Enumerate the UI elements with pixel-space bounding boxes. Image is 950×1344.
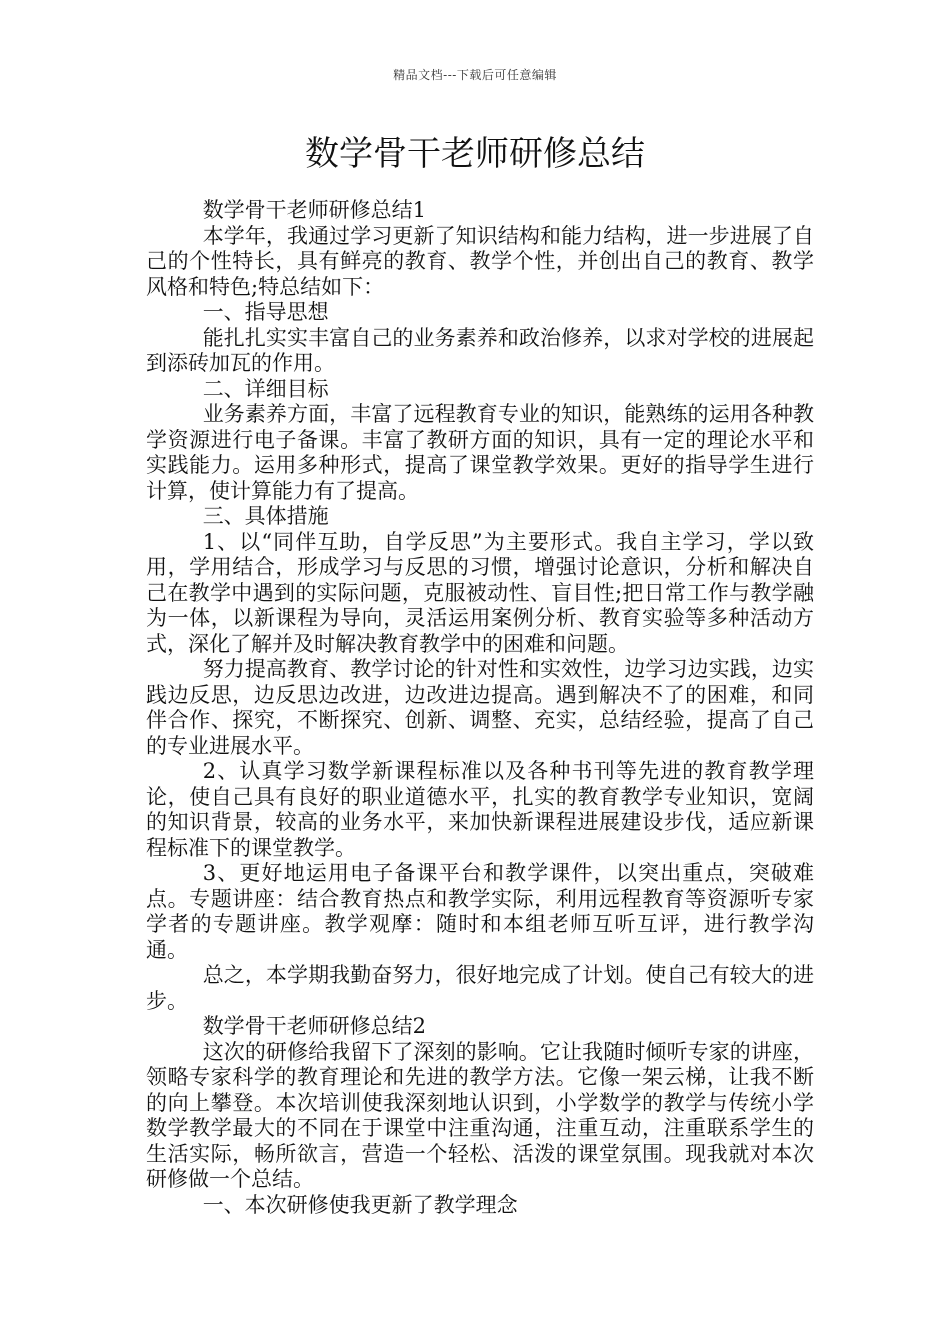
subheading-updated-concepts: 一、本次研修使我更新了教学理念 (202, 1192, 518, 1217)
paragraph-measure-1: 1、以“同伴互助，自学反思”为主要形式。我自主学习，学以致用，学用结合，形成学习与反思的习惯，增强讨论意识，分析和解决自己在教学中遇到的实际问题，克服被动性、盲目性;把日常工作与教学融为一体，以新课程为导向，灵活运用案例分析、教育实验等多种活动方式，深化了解并及时解决教育教学中的困难和问题。 (146, 529, 814, 656)
document-body (146, 198, 814, 1218)
paragraph-measure-3: 3、更好地运用电子备课平台和教学课件，以突出重点，突破难点。专题讲座：结合教育热点和教学实际，利用远程教育等资源听专家学者的专题讲座。教学观摩：随时和本组老师互听互评，进行教学沟通。 (146, 861, 814, 962)
section-heading-1: 数学骨干老师研修总结1 (202, 198, 427, 222)
header-note: 精品文档---下载后可任意编辑 (393, 68, 557, 82)
section-heading-2: 数学骨干老师研修总结2 (202, 1014, 427, 1038)
paragraph-summary-2: 这次的研修给我留下了深刻的影响。它让我随时倾听专家的讲座，领略专家科学的教育理论和先进的教学方法。它像一架云梯，让我不断的向上攀登。本次培训使我深刻地认识到，小学数学的教学与传统小学数学教学最大的不同在于课堂中注重沟通，注重互动，注重联系学生的生活实际，畅所欲言，营造一个轻松、活泼的课堂氛围。现我就对本次研修做一个总结。 (146, 1039, 814, 1191)
subheading-goals: 二、详细目标 (202, 376, 329, 401)
paragraph-intro: 本学年，我通过学习更新了知识结构和能力结构，进一步进展了自己的个性特长，具有鲜亮的教育、教学个性，并创出自己的教育、教学风格和特色;特总结如下： (146, 223, 814, 299)
subheading-guiding-thought: 一、指导思想 (202, 300, 329, 324)
document-title: 数学骨干老师研修总结 (305, 134, 645, 174)
paragraph-goals: 业务素养方面，丰富了远程教育专业的知识，能熟练的运用各种教学资源进行电子备课。丰富了教研方面的知识，具有一定的理论水平和实践能力。运用多种形式，提高了课堂教学效果。更好的指导学生进行计算，使计算能力有了提高。 (146, 402, 814, 503)
subheading-measures: 三、具体措施 (202, 504, 329, 528)
paragraph-conclusion: 总之，本学期我勤奋努力，很好地完成了计划。使自己有较大的进步。 (146, 963, 814, 1013)
paragraph-improve: 努力提高教育、教学讨论的针对性和实效性，边学习边实践，边实践边反思，边反思边改进，边改进边提高。遇到解决不了的困难，和同伴合作、探究，不断探究、创新、调整、充实，总结经验，提高了自己的专业进展水平。 (146, 657, 814, 758)
paragraph-measure-2: 2、认真学习数学新课程标准以及各种书刊等先进的教育教学理论，使自己具有良好的职业道德水平，扎实的教育教学专业知识，宽阔的知识背景，较高的业务水平，来加快新课程进展建设步伐，适应新课程标准下的课堂教学。 (146, 759, 814, 860)
paragraph-guiding-thought: 能扎扎实实丰富自己的业务素养和政治修养，以求对学校的进展起到添砖加瓦的作用。 (146, 325, 814, 375)
